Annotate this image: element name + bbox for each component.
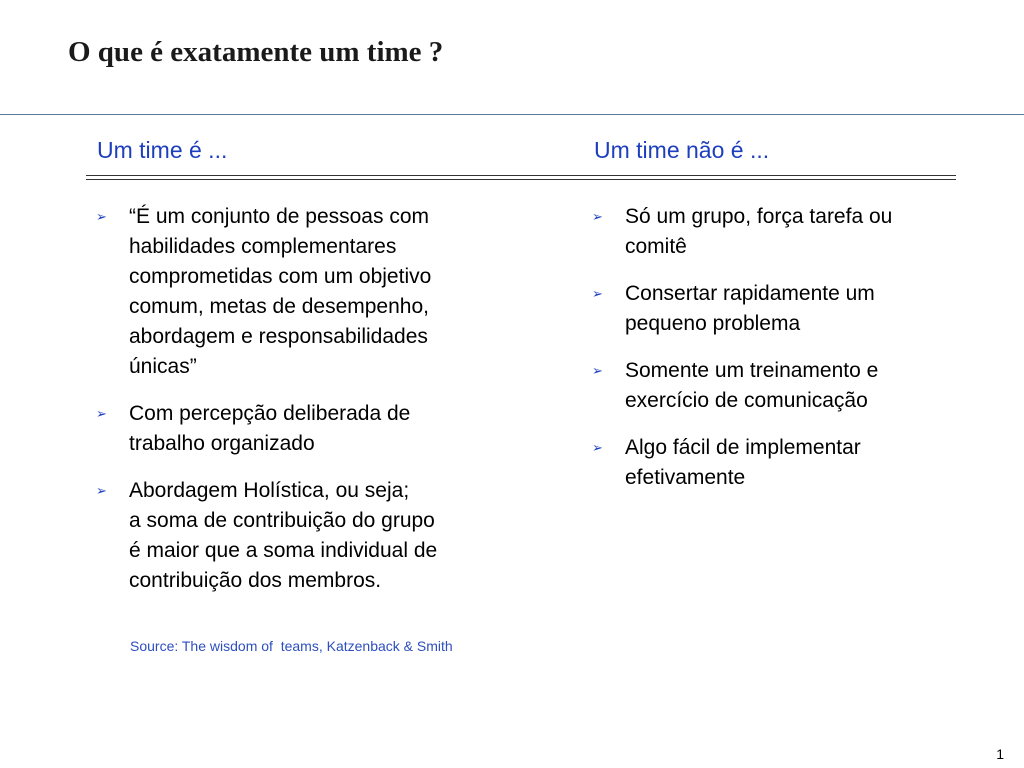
page-number: 1 bbox=[996, 746, 1004, 762]
title-divider bbox=[0, 114, 1024, 115]
arrowhead-bullet-icon: ➢ bbox=[592, 363, 603, 378]
heading-double-divider bbox=[86, 175, 956, 180]
right-bullet-list bbox=[592, 202, 972, 510]
slide-title: O que é exatamente um time ? bbox=[68, 36, 444, 68]
list-item bbox=[592, 279, 972, 339]
list-item bbox=[592, 356, 972, 416]
bullet-text: Com percepção deliberada de trabalho organizado bbox=[129, 402, 411, 455]
arrowhead-bullet-icon: ➢ bbox=[96, 406, 107, 421]
bullet-text: Algo fácil de implementar efetivamente bbox=[625, 436, 861, 489]
list-item bbox=[96, 202, 516, 382]
bullet-text: Consertar rapidamente um pequeno problema bbox=[625, 282, 875, 335]
arrowhead-bullet-icon: ➢ bbox=[592, 209, 603, 224]
list-item bbox=[592, 433, 972, 493]
list-item bbox=[592, 202, 972, 262]
source-citation: Source: The wisdom of teams, Katzenback & Smith bbox=[130, 638, 453, 654]
arrowhead-bullet-icon: ➢ bbox=[96, 209, 107, 224]
left-bullet-list bbox=[96, 202, 516, 613]
bullet-text: “É um conjunto de pessoas com habilidades complementares comprometidas com um objetivo comum, metas de desempenho, abordagem e responsabilidades únicas” bbox=[129, 205, 432, 378]
list-item bbox=[96, 399, 516, 459]
arrowhead-bullet-icon: ➢ bbox=[592, 440, 603, 455]
arrowhead-bullet-icon: ➢ bbox=[96, 483, 107, 498]
bullet-text: Abordagem Holística, ou seja; a soma de contribuição do grupo é maior que a soma individual de contribuição dos membros. bbox=[129, 479, 438, 592]
left-column-heading: Um time é ... bbox=[97, 137, 228, 163]
right-column-heading: Um time não é ... bbox=[594, 137, 770, 163]
arrowhead-bullet-icon: ➢ bbox=[592, 286, 603, 301]
bullet-text: Somente um treinamento e exercício de comunicação bbox=[625, 359, 879, 412]
list-item bbox=[96, 476, 516, 596]
bullet-text: Só um grupo, força tarefa ou comitê bbox=[625, 205, 893, 258]
